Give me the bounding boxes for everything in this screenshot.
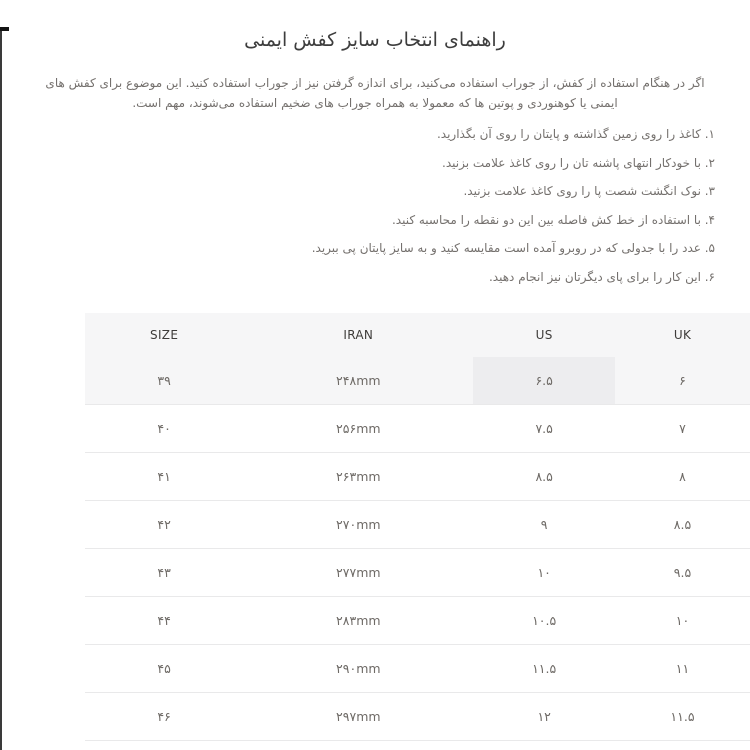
page-title: راهنمای انتخاب سایز کفش ایمنی (244, 29, 506, 51)
column-header: SIZE (150, 328, 179, 342)
size-chart-table (85, 313, 750, 741)
table-cell: ۱۱.۵ (473, 645, 615, 693)
table-row (85, 645, 750, 693)
table-cell: ۷ (615, 405, 750, 453)
table-cell: ۱۱ (615, 645, 750, 693)
table-cell: ۴۱ (85, 453, 243, 501)
table-cell: ۴۶ (85, 693, 243, 741)
column-header: UK (673, 328, 692, 342)
step-item: ۱. کاغذ را روی زمین گذاشته و پایتان را روی آن بگذارید. (436, 127, 715, 141)
table-cell: ۴۳ (85, 549, 243, 597)
table-cell: ۲۹۷mm (243, 693, 473, 741)
table-cell: ۱۰ (615, 597, 750, 645)
size-chart (85, 313, 750, 741)
table-row (85, 453, 750, 501)
size-guide-page (0, 27, 750, 750)
table-cell: ۱۰.۵ (473, 597, 615, 645)
table-cell: ۲۸۳mm (243, 597, 473, 645)
table-cell: ۴۴ (85, 597, 243, 645)
intro-paragraph: اگر در هنگام استفاده از کفش، از جوراب استفاده می‌کنید، برای اندازه گرفتن نیز از جوراب استفاده کنید. این موضوع برای کفش های ایمنی یا کوهنوردی و پوتین ها که معمولا به همراه جوراب های ضخیم استفاده می‌شوند، مهم است. (45, 76, 705, 110)
table-row (85, 357, 750, 405)
table-row (85, 693, 750, 741)
table-cell: ۷.۵ (473, 405, 615, 453)
table-cell: ۲۵۶mm (243, 405, 473, 453)
step-item: ۲. با خودکار انتهای پاشنه تان را روی کاغذ علامت بزنید. (442, 155, 715, 170)
table-cell: ۸ (615, 453, 750, 501)
step-item: ۵. عدد را با جدولی که در روبرو آمده است مقایسه کنید و به سایز پایتان پی ببرید. (311, 241, 715, 255)
table-body (85, 357, 750, 741)
table-cell: ۲۷۰mm (243, 501, 473, 549)
column-header: US (535, 328, 553, 342)
table-cell: ۸.۵ (615, 501, 750, 549)
table-cell: ۱۰ (473, 549, 615, 597)
table-row (85, 549, 750, 597)
table-cell: ۲۹۰mm (243, 645, 473, 693)
table-cell: ۶ (615, 357, 750, 405)
table-cell: ۴۰ (85, 405, 243, 453)
table-row (85, 405, 750, 453)
table-cell: ۲۶۳mm (243, 453, 473, 501)
step-item: ۶. این کار را برای پای دیگرتان نیز انجام دهید. (488, 269, 715, 284)
table-cell: ۱۲ (473, 693, 615, 741)
table-row (85, 597, 750, 645)
table-row (85, 501, 750, 549)
window-left-border (0, 27, 2, 750)
table-cell: ۹.۵ (615, 549, 750, 597)
table-cell: ۹ (473, 501, 615, 549)
table-cell: ۴۵ (85, 645, 243, 693)
step-item: ۴. با استفاده از خط کش فاصله بین این دو نقطه را محاسبه کنید. (391, 212, 715, 227)
table-cell: ۲۷۷mm (243, 549, 473, 597)
step-item: ۳. نوک انگشت شصت پا را روی کاغذ علامت بزنید. (463, 184, 715, 198)
steps-list (35, 120, 715, 291)
table-cell: ۳۹ (85, 357, 243, 405)
table-cell: ۲۴۸mm (243, 357, 473, 405)
table-header-row (85, 313, 750, 357)
table-cell: ۱۱.۵ (615, 693, 750, 741)
table-cell: ۸.۵ (473, 453, 615, 501)
window-corner-notch (0, 27, 9, 31)
table-cell: ۴۲ (85, 501, 243, 549)
column-header: IRAN (343, 328, 374, 342)
highlighted-cell: ۶.۵ (473, 357, 615, 405)
